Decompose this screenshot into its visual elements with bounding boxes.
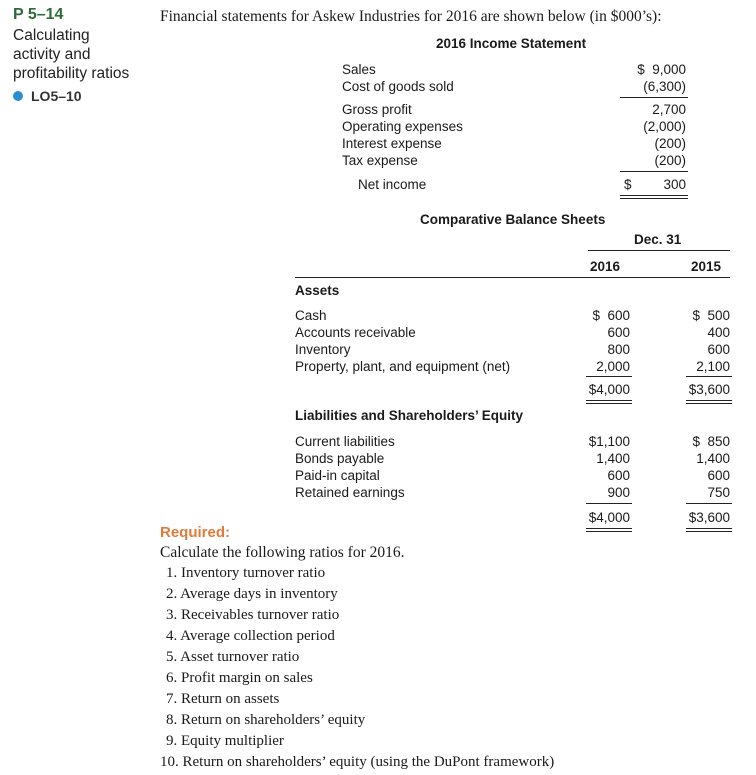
asset-row-label: Cash xyxy=(295,308,327,323)
liability-2016-value: 1,400 xyxy=(596,451,630,466)
income-row-value: 2,700 xyxy=(652,102,686,117)
required-item: 9. Equity multiplier xyxy=(166,733,284,749)
required-item: 2. Average days in inventory xyxy=(166,586,338,602)
asset-2016-value: 600 xyxy=(607,325,630,340)
asset-row-label: Inventory xyxy=(295,342,351,357)
total-double-rule xyxy=(586,400,632,404)
total-double-rule xyxy=(620,195,688,199)
liability-2015-value: 600 xyxy=(707,468,730,483)
required-item: 6. Profit margin on sales xyxy=(166,670,313,686)
asset-2015-value: 600 xyxy=(707,342,730,357)
liability-row-label: Bonds payable xyxy=(295,451,385,466)
date-header: Dec. 31 xyxy=(634,232,682,247)
liability-row-label: Paid-in capital xyxy=(295,468,380,483)
problem-number: P 5–14 xyxy=(13,6,64,23)
income-row-value: (2,000) xyxy=(643,119,686,134)
required-item: 3. Receivables turnover ratio xyxy=(166,607,340,623)
year-header-2015: 2015 xyxy=(691,259,722,274)
subtotal-rule xyxy=(686,376,732,377)
liability-2015-value: $ 850 xyxy=(692,434,730,449)
year-header-2016: 2016 xyxy=(590,259,621,274)
income-row-label: Sales xyxy=(342,62,376,77)
balance-sheet-title: Comparative Balance Sheets xyxy=(420,212,606,227)
required-intro: Calculate the following ratios for 2016. xyxy=(160,544,405,561)
required-item: 5. Asset turnover ratio xyxy=(166,649,300,665)
required-item: 8. Return on shareholders’ equity xyxy=(166,712,366,728)
liability-2015-value: 1,400 xyxy=(696,451,730,466)
required-heading: Required: xyxy=(160,524,231,541)
liability-row-label: Retained earnings xyxy=(295,485,405,500)
total-double-rule xyxy=(586,528,632,532)
header-rule xyxy=(295,277,730,278)
required-item: 4. Average collection period xyxy=(166,628,335,644)
subtotal-rule xyxy=(620,97,688,98)
income-row-label: Interest expense xyxy=(342,136,442,151)
income-row-label: Cost of goods sold xyxy=(342,79,454,94)
learning-objective-label: LO5–10 xyxy=(31,88,82,104)
asset-row-label: Accounts receivable xyxy=(295,325,416,340)
asset-2015-value: $ 500 xyxy=(692,308,730,323)
income-statement-title: 2016 Income Statement xyxy=(436,36,587,51)
liability-2016-value: $1,100 xyxy=(588,434,630,449)
liabilities-total-2015: $3,600 xyxy=(688,510,730,525)
liabilities-heading: Liabilities and Shareholders’ Equity xyxy=(295,408,524,423)
liability-2016-value: 600 xyxy=(607,468,630,483)
income-row-label: Gross profit xyxy=(342,102,412,117)
income-row-label: Net income xyxy=(358,177,427,192)
income-row-label: Operating expenses xyxy=(342,119,463,134)
subtotal-rule xyxy=(686,503,732,504)
total-double-rule xyxy=(686,400,732,404)
problem-title xyxy=(13,26,153,83)
subtotal-rule xyxy=(586,376,632,377)
assets-total-2015: $3,600 xyxy=(688,382,730,397)
income-row-value: $ 9,000 xyxy=(637,62,686,77)
problem-title-line: activity and xyxy=(13,46,91,63)
intro-text: Financial statements for Askew Industries for 2016 are shown below (in $000’s): xyxy=(160,8,662,25)
asset-2016-value: 800 xyxy=(607,342,630,357)
income-row-value: 300 xyxy=(663,177,686,192)
asset-2016-value: $ 600 xyxy=(592,308,630,323)
bullet-dot-icon xyxy=(13,91,23,101)
required-item: 7. Return on assets xyxy=(166,691,280,707)
income-row-value: (200) xyxy=(654,153,686,168)
asset-row-label: Property, plant, and equipment (net) xyxy=(295,359,511,374)
liability-row-label: Current liabilities xyxy=(295,434,395,449)
income-row-value: (200) xyxy=(654,136,686,151)
subtotal-rule xyxy=(586,503,632,504)
income-row-label: Tax expense xyxy=(342,153,418,168)
assets-total-2016: $4,000 xyxy=(588,382,630,397)
asset-2015-value: 2,100 xyxy=(696,359,730,374)
income-row-value: (6,300) xyxy=(643,79,686,94)
asset-2015-value: 400 xyxy=(707,325,730,340)
problem-title-line: Calculating xyxy=(13,27,90,44)
liabilities-total-2016: $4,000 xyxy=(588,510,630,525)
dollar-sign: $ xyxy=(624,177,632,192)
assets-heading: Assets xyxy=(295,283,340,298)
asset-2016-value: 2,000 xyxy=(596,359,630,374)
required-item: 1. Inventory turnover ratio xyxy=(166,565,326,581)
total-double-rule xyxy=(686,528,732,532)
subtotal-rule xyxy=(620,171,688,172)
required-item: 10. Return on shareholders’ equity (using the DuPont framework) xyxy=(160,754,555,770)
liability-2015-value: 750 xyxy=(707,485,730,500)
problem-title-line: profitability ratios xyxy=(13,65,130,82)
learning-objective xyxy=(13,88,82,104)
liability-2016-value: 900 xyxy=(607,485,630,500)
header-rule xyxy=(588,250,730,251)
